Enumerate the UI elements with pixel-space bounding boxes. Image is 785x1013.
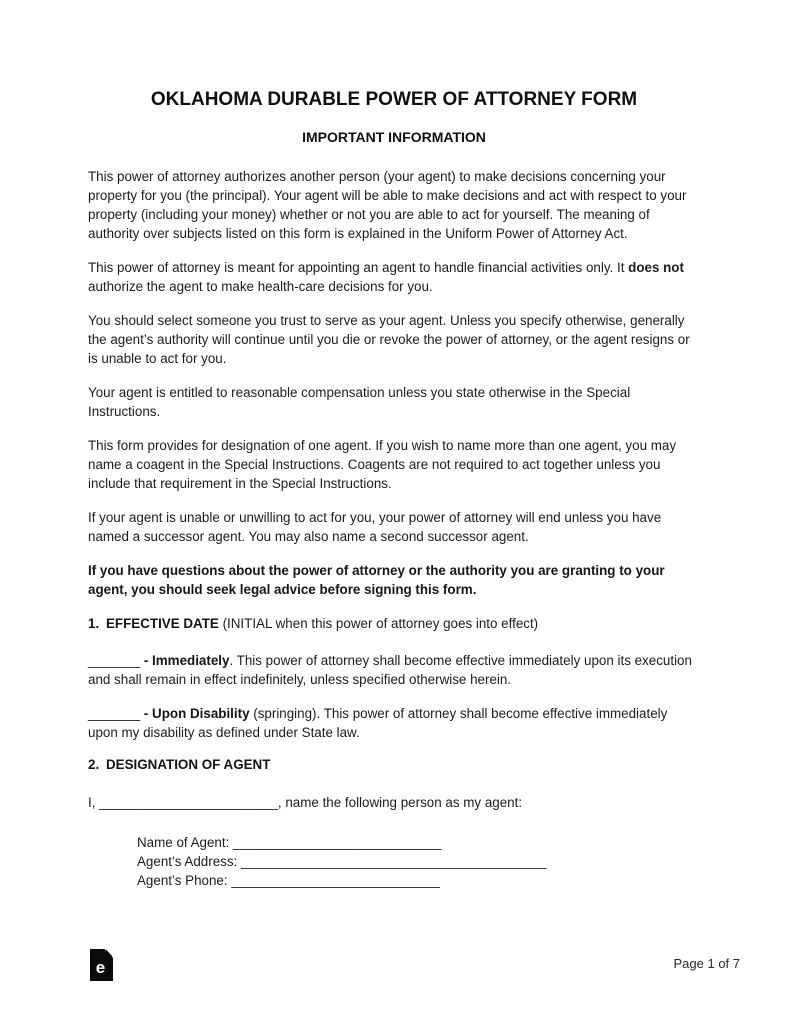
logo-letter: e — [95, 958, 106, 977]
principal-name-blank: ________________________ — [99, 795, 278, 810]
agent-address-blank: _________________________________________ — [240, 854, 547, 869]
option-text-upon-disability: (springing). This power of attorney shall become effective immediately upon my disability as defined under State law. — [88, 706, 668, 740]
option-text-immediately: . This power of attorney shall become effective immediately upon its execution and shall remain in effect indefinitely, unless specified otherwise herein. — [88, 653, 692, 687]
agent-phone-field — [137, 871, 700, 890]
agent-name-field — [137, 833, 700, 852]
section-1-note: (INITIAL when this power of attorney goes into effect) — [218, 616, 539, 631]
agent-name-blank: ____________________________ — [233, 835, 442, 850]
section-1-heading — [88, 614, 700, 633]
page-indicator: Page 1 of 7 — [673, 956, 740, 971]
important-information-heading: IMPORTANT INFORMATION — [302, 129, 486, 145]
intro-paragraph-1: This power of attorney authorizes another person (your agent) to make decisions concerning your property for you (the principal). Your agent will be able to make decisions and act with respect to your property (including your money) whether or not you are able to act for yourself. The meaning of authority over subjects listed on this form is explained in the Uniform Power of Attorney Act. — [88, 169, 687, 241]
option-label-immediately: - Immediately — [143, 653, 230, 668]
eforms-document-logo-icon — [90, 949, 113, 981]
agent-address-label: Agent’s Address: — [137, 854, 238, 869]
agent-name-label: Name of Agent: — [137, 835, 230, 850]
statement-suffix: , name the following person as my agent: — [277, 795, 523, 810]
intro-paragraph-4: Your agent is entitled to reasonable compensation unless you state otherwise in the Special Instructions. — [88, 385, 631, 419]
section-2-number: 2. — [88, 757, 100, 772]
intro-paragraph-3: You should select someone you trust to serve as your agent. Unless you specify otherwise, generally the agent’s authority will continue until you die or revoke the power of attorney, or the agent resigns or is unable to act for you. — [88, 313, 690, 366]
paragraph-text: authorize the agent to make health-care decisions for you. — [88, 279, 433, 294]
principal-name-statement — [88, 793, 700, 812]
document-title: OKLAHOMA DURABLE POWER OF ATTORNEY FORM — [150, 89, 638, 110]
effective-date-option-immediately — [88, 651, 700, 689]
initials-blank-immediately: _______ — [88, 653, 141, 668]
effective-date-option-upon-disability — [88, 704, 700, 742]
agent-fields-block — [137, 833, 700, 890]
emphasis-does-not: does not — [628, 260, 684, 275]
paragraph-text: This power of attorney is meant for appointing an agent to handle financial activities only. It — [88, 260, 629, 275]
section-1-number: 1. — [88, 616, 100, 631]
option-label-upon-disability: - Upon Disability — [143, 706, 250, 721]
agent-phone-label: Agent’s Phone: — [137, 873, 228, 888]
section-1-title: EFFECTIVE DATE — [106, 616, 219, 631]
initials-blank-upon-disability: _______ — [88, 706, 141, 721]
intro-paragraph-5: This form provides for designation of one agent. If you wish to name more than one agent, you may name a coagent in the Special Instructions. Coagents are not required to act together unless you include that requirement in the Special Instructions. — [88, 438, 677, 491]
statement-prefix: I, — [88, 795, 100, 810]
legal-advice-warning: If you have questions about the power of attorney or the authority you are granting to your agent, you should seek legal advice before signing this form. — [88, 563, 665, 597]
agent-phone-blank: ____________________________ — [231, 873, 440, 888]
section-2-title: DESIGNATION OF AGENT — [106, 757, 271, 772]
intro-paragraph-6: If your agent is unable or unwilling to act for you, your power of attorney will end unless you have named a successor agent. You may also name a second successor agent. — [88, 510, 662, 544]
agent-address-field — [137, 852, 700, 871]
section-2-heading — [88, 755, 700, 774]
intro-paragraph-2 — [88, 258, 700, 296]
document-content — [88, 88, 700, 890]
